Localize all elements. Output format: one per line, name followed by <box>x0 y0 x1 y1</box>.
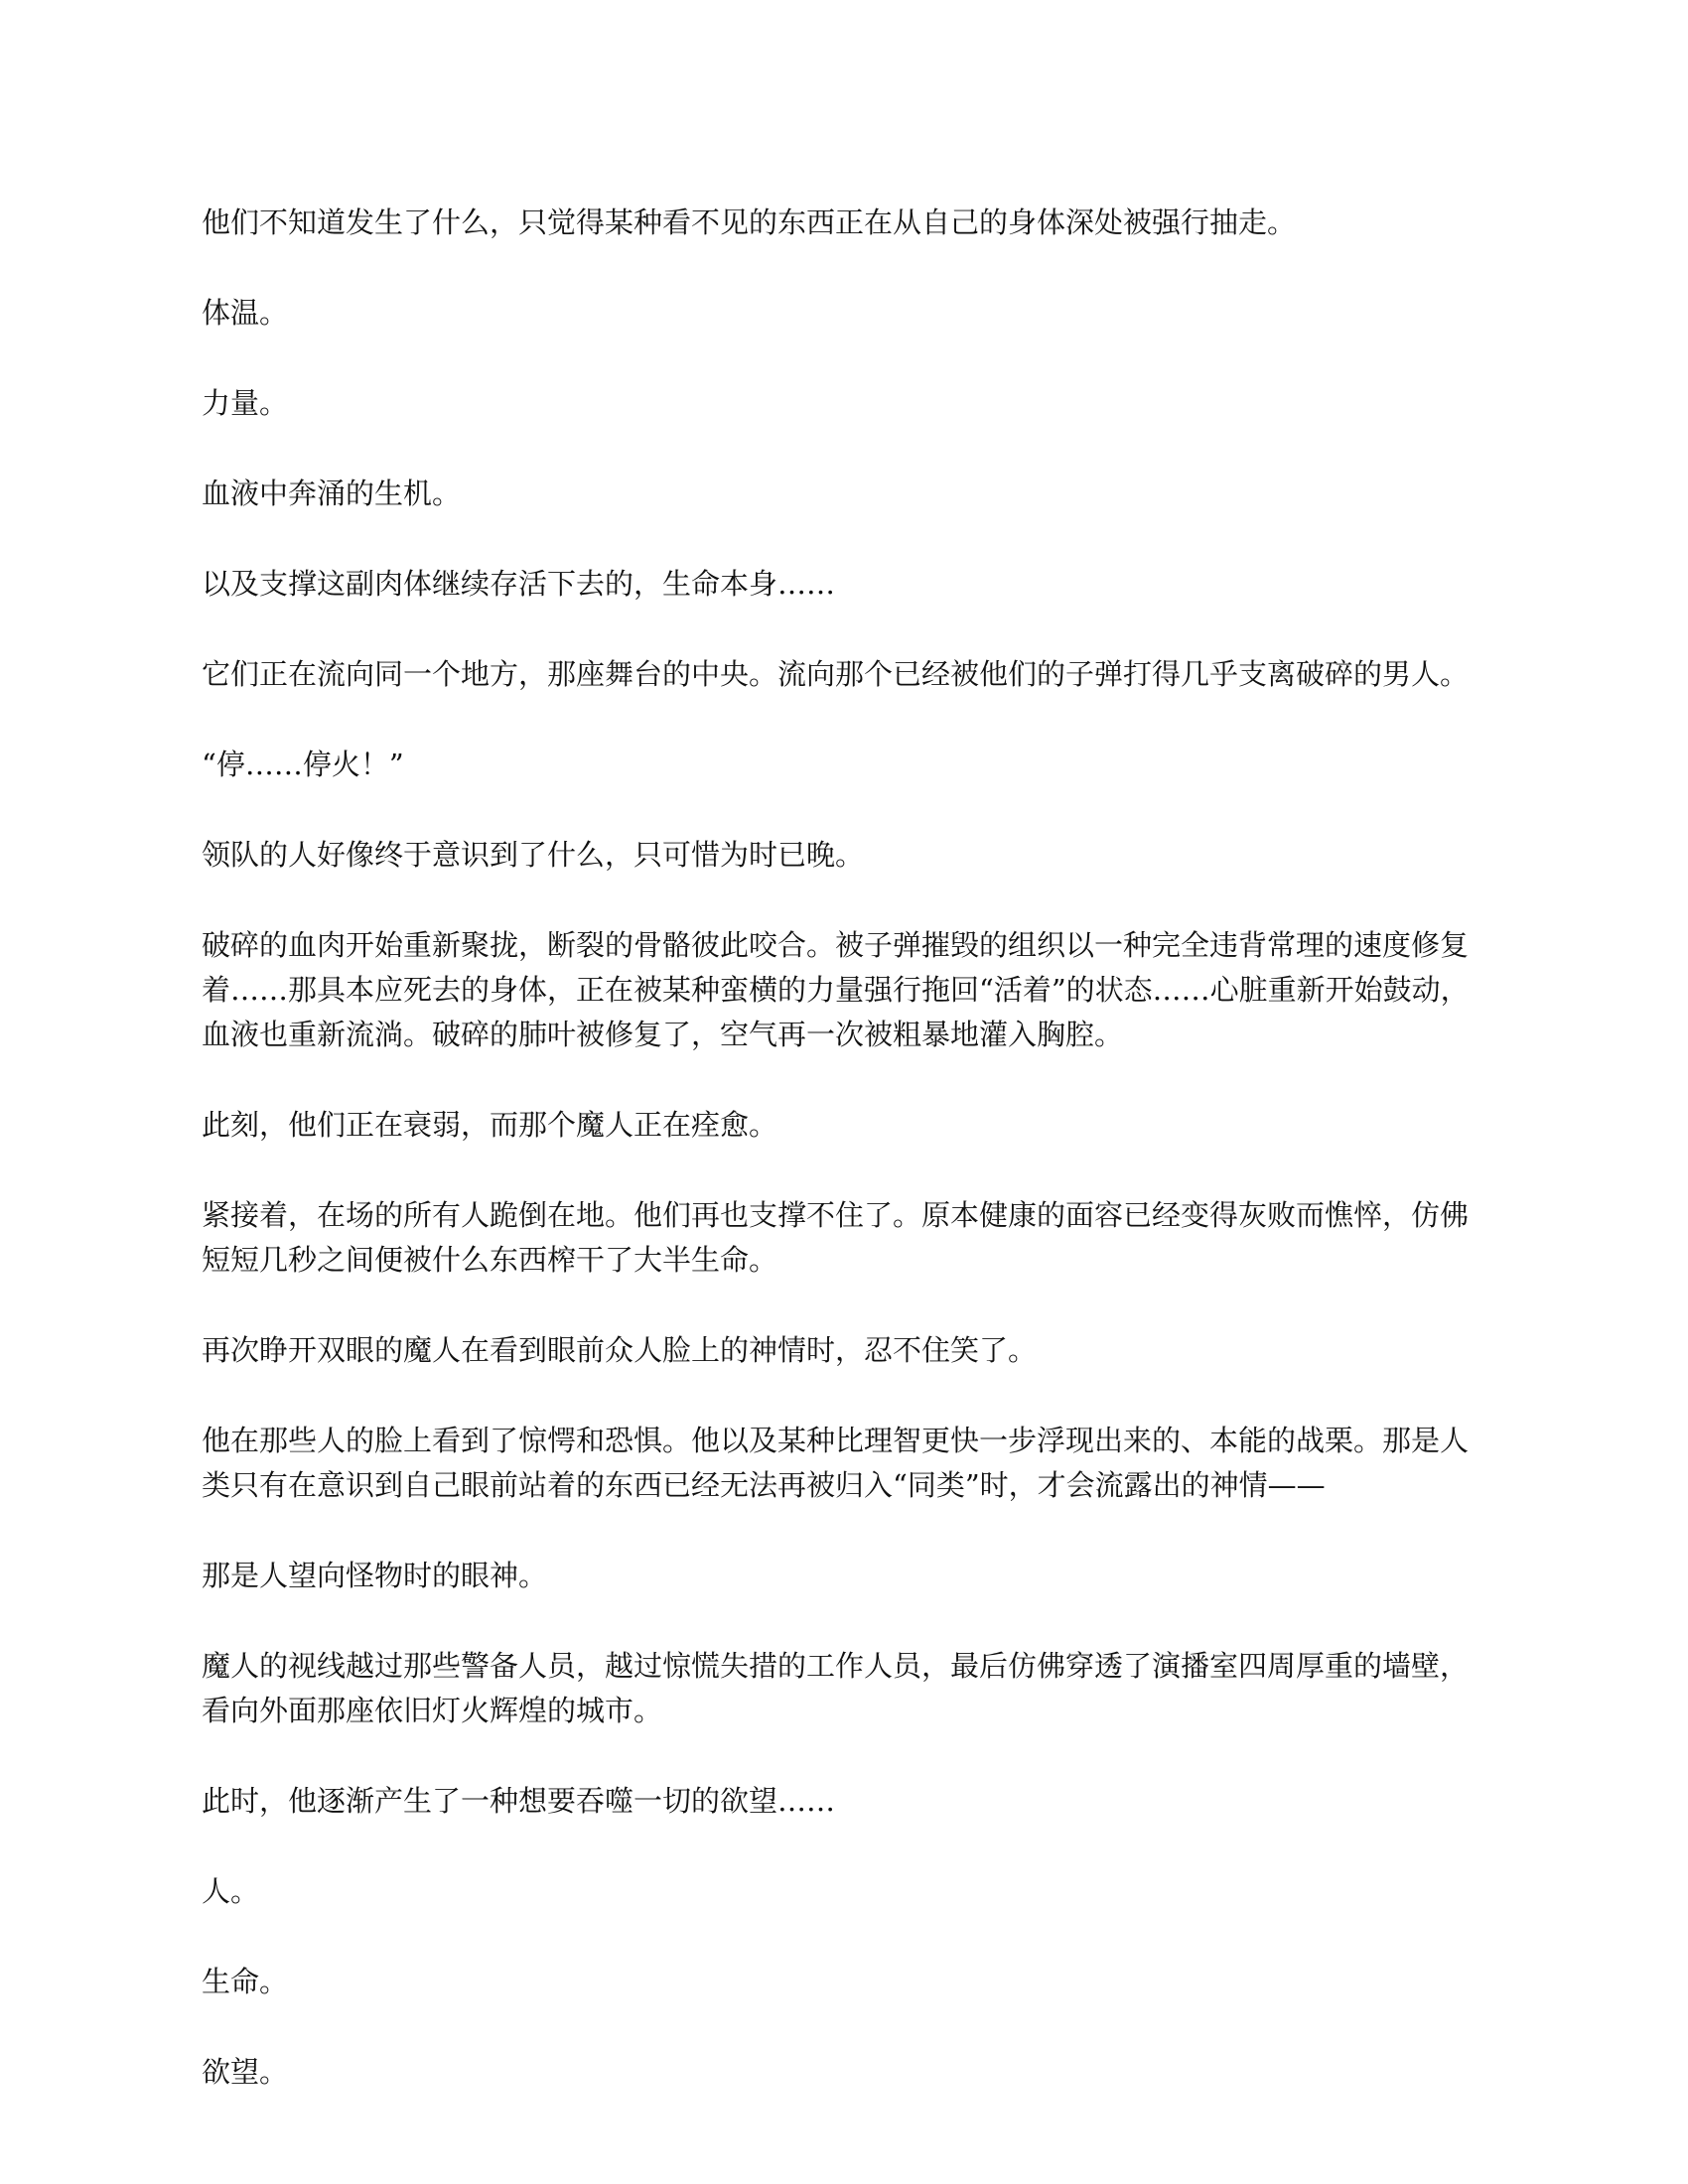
paragraph: 此时，他逐渐产生了一种想要吞噬一切的欲望…… <box>202 1784 836 1818</box>
paragraph: “停……停火！” <box>202 748 404 781</box>
paragraph: 此刻，他们正在衰弱，而那个魔人正在痊愈。 <box>202 1108 778 1142</box>
paragraph: 再次睁开双眼的魔人在看到眼前众人脸上的神情时，忍不住笑了。 <box>202 1333 1038 1367</box>
paragraph: 血液中奔涌的生机。 <box>202 477 462 510</box>
paragraph: 欲望。 <box>202 2055 289 2089</box>
paragraph: 人。 <box>202 1874 260 1908</box>
paragraph: 他们不知道发生了什么，只觉得某种看不见的东西正在从自己的身体深处被强行抽走。 <box>202 205 1297 239</box>
paragraph: 力量。 <box>202 386 289 420</box>
paragraph: 生命。 <box>202 1965 289 1998</box>
paragraph: 领队的人好像终于意识到了什么，只可惜为时已晚。 <box>202 838 865 872</box>
paragraph: 破碎的血肉开始重新聚拢，断裂的骨骼彼此咬合。被子弹摧毁的组织以一种完全违背常理的速度修复着……那具本应死去的身体，正在被某种蛮横的力量强行拖回“活着”的状态……心脏重新开始鼓动，血液也重新流淌。破碎的肺叶被修复了，空气再一次被粗暴地灌入胸腔。 <box>202 928 1470 1051</box>
paragraph: 魔人的视线越过那些警备人员，越过惊慌失措的工作人员，最后仿佛穿透了演播室四周厚重的墙壁，看向外面那座依旧灯火辉煌的城市。 <box>202 1649 1470 1727</box>
body-text <box>202 201 1487 2140</box>
paragraph: 以及支撑这副肉体继续存活下去的，生命本身…… <box>202 567 836 601</box>
paragraph: 它们正在流向同一个地方，那座舞台的中央。流向那个已经被他们的子弹打得几乎支离破碎的男人。 <box>202 657 1470 691</box>
paragraph: 那是人望向怪物时的眼神。 <box>202 1559 548 1592</box>
paragraph: 紧接着，在场的所有人跪倒在地。他们再也支撑不住了。原本健康的面容已经变得灰败而憔悴，仿佛短短几秒之间便被什么东西榨干了大半生命。 <box>202 1198 1470 1277</box>
paragraph: 体温。 <box>202 296 289 330</box>
paragraph: 他在那些人的脸上看到了惊愕和恐惧。他以及某种比理智更快一步浮现出来的、本能的战栗。那是人类只有在意识到自己眼前站着的东西已经无法再被归入“同类”时，才会流露出的神情—— <box>202 1424 1470 1502</box>
